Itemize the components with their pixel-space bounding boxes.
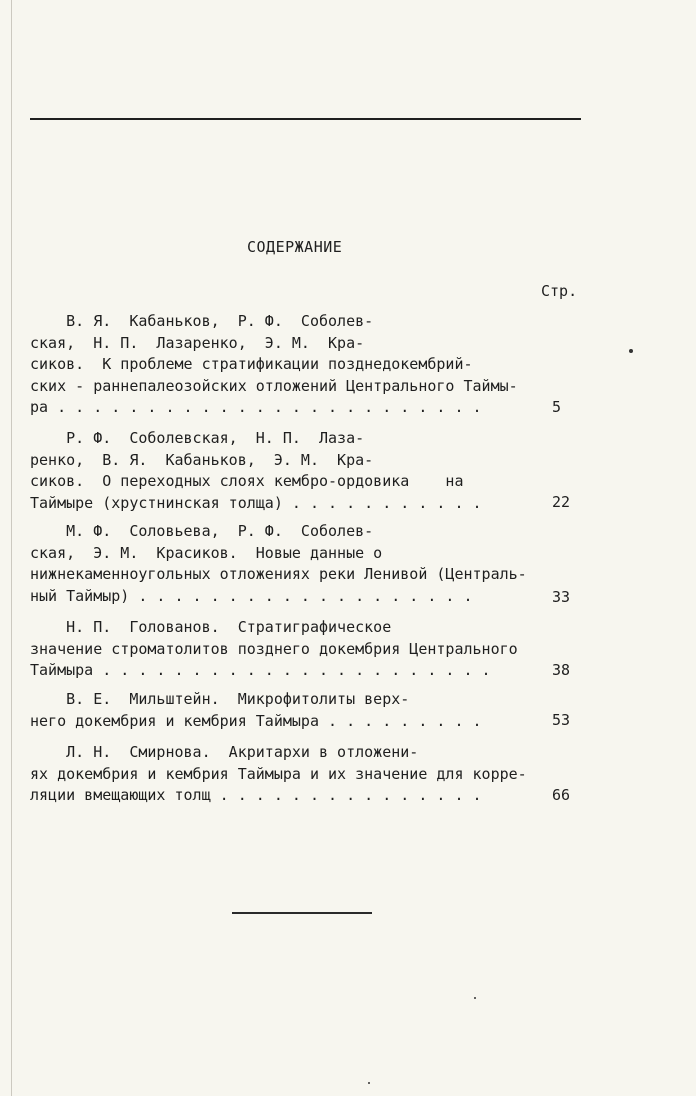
contents-heading: СОДЕРЖАНИЕ [247,238,343,256]
toc-line: нижнекаменноугольных отложениях реки Ленивой (Централь- [30,565,527,583]
toc-line: Р. Ф. Соболевская, Н. П. Лаза- [30,429,365,447]
toc-page-number: 38 [552,661,571,679]
toc-page-number: 22 [552,493,571,511]
toc-line: значение строматолитов позднего докембрия Центрального [30,639,518,658]
toc-line: ренко, В. Я. Кабаньков, Э. М. Кра- [30,450,374,469]
toc-line: ях докембрия и кембрия Таймыра и их значение для корре- [30,764,527,783]
bottom-rule [232,912,372,914]
toc-line: В. Е. Мильштейн. Микрофитолиты верх- [30,690,410,708]
toc-line: В. Я. Кабаньков, Р. Ф. Соболев- [30,312,374,330]
page-fold [11,0,12,1096]
toc-entry [30,428,530,514]
ink-speck [629,349,633,353]
toc-entry [30,617,530,682]
ink-speck [368,1082,370,1084]
toc-line: Таймыре (хрустнинская толща) . . . . . . . . . . . [30,493,482,512]
toc-line: него докембрия и кембрия Таймыра . . . . . . . . . [30,711,482,730]
toc-line: Л. Н. Смирнова. Акритархи в отложени- [30,743,419,761]
toc-line: сиков. К проблеме стратификации позднедокембрий- [30,355,473,373]
toc-entry [30,689,530,732]
toc-line: ный Таймыр) . . . . . . . . . . . . . . . . . . . [30,586,473,605]
toc-line: ра . . . . . . . . . . . . . . . . . . . . . . . . [30,398,482,416]
toc-line: ская, Н. П. Лазаренко, Э. М. Кра- [30,333,365,352]
ink-speck [474,997,476,999]
page-column-label: Стр. [541,282,578,300]
toc-line: ских - раннепалеозойских отложений Центрального Таймы- [30,376,518,395]
toc-line: Таймыра . . . . . . . . . . . . . . . . . . . . . . [30,661,491,679]
toc-entry [30,742,530,807]
toc-line: Н. П. Голованов. Стратиграфическое [30,618,392,636]
toc-entry [30,521,530,607]
toc-page-number: 5 [552,398,562,416]
toc-line: ская, Э. М. Красиков. Новые данные о [30,543,383,562]
toc-line: М. Ф. Соловьева, Р. Ф. Соболев- [30,522,374,540]
toc-line: сиков. О переходных слоях кембро-ордовика на [30,472,464,490]
top-rule [30,118,581,120]
toc-page-number: 66 [552,786,571,804]
toc-page-number: 53 [552,711,571,729]
toc-line: ляции вмещающих толщ . . . . . . . . . . . . . . . [30,786,482,804]
toc-page-number: 33 [552,588,571,606]
toc-entry [30,311,530,419]
